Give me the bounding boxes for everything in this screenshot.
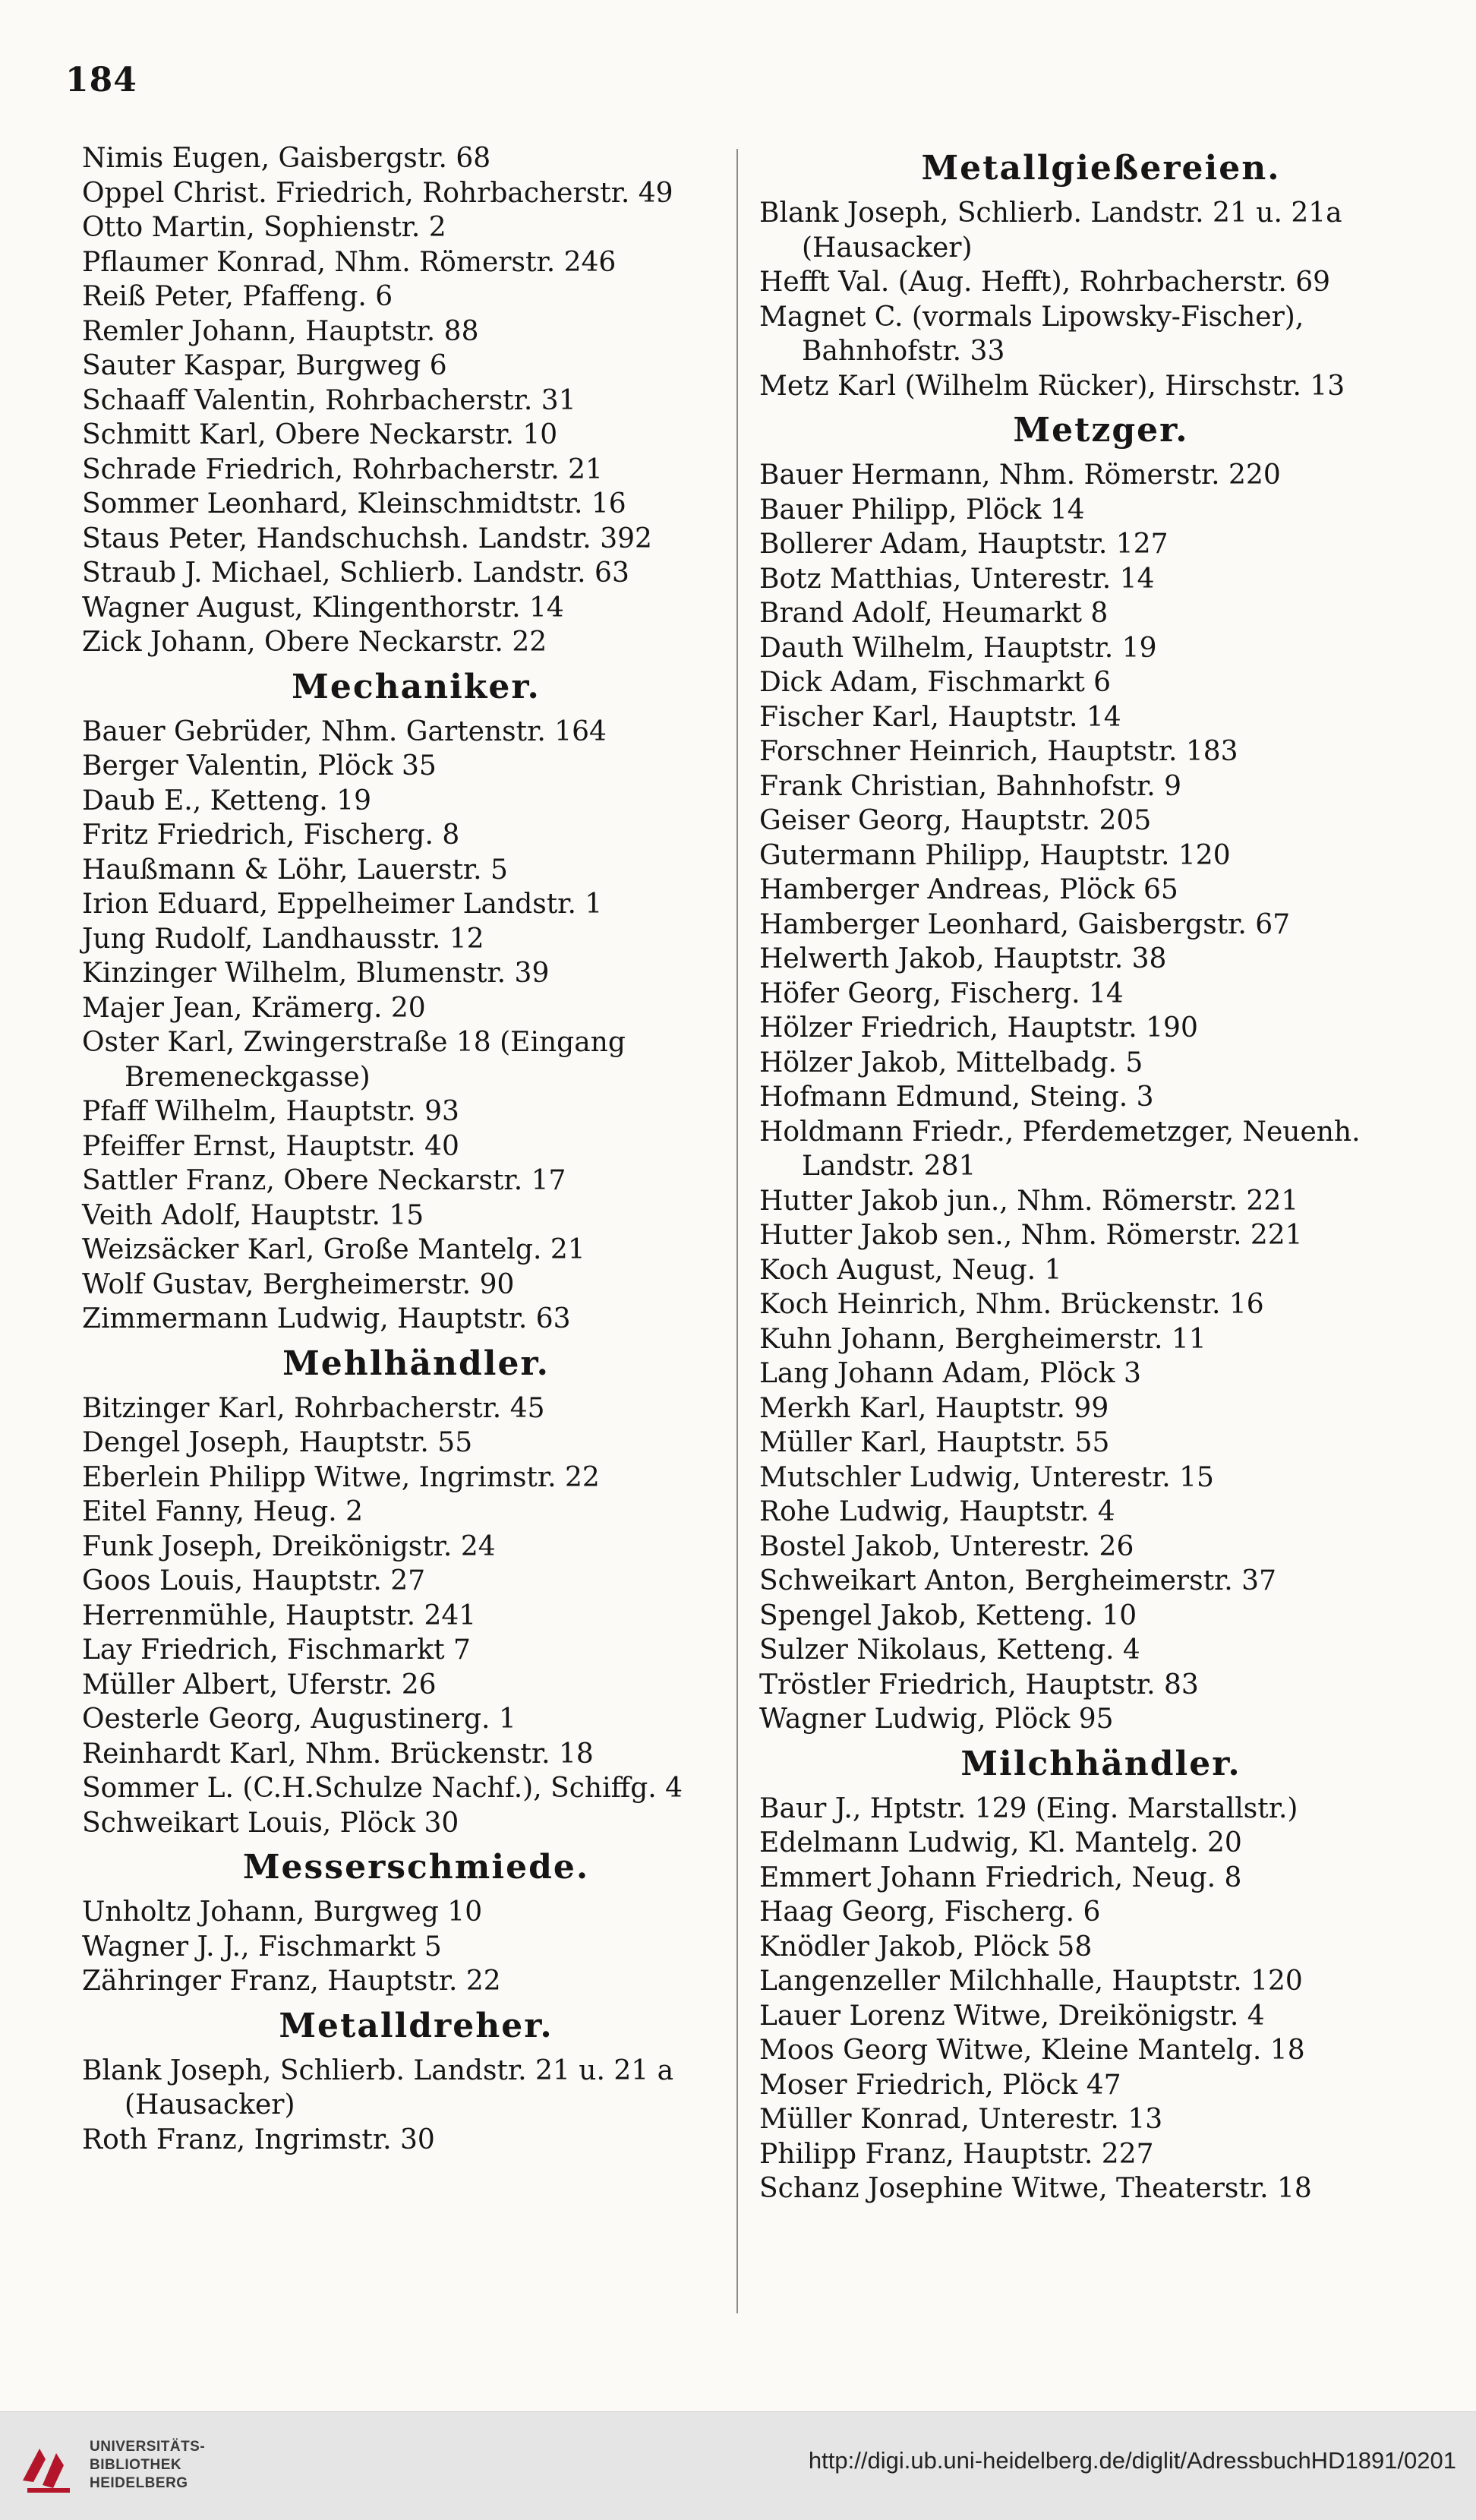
list-entry: Bauer Gebrüder, Nhm. Gartenstr. 164 (82, 715, 607, 747)
list-entry: Botz Matthias, Unterestr. 14 (759, 563, 1155, 595)
section-metallgiessereien (759, 144, 1443, 403)
list-entry: Dick Adam, Fischmarkt 6 (759, 667, 1112, 698)
list-entry: Otto Martin, Sophienstr. 2 (82, 212, 446, 243)
list-entry: Hutter Jakob jun., Nhm. Römerstr. 221 (759, 1185, 1299, 1217)
list-entry: Roth Franz, Ingrimstr. 30 (82, 2124, 435, 2155)
list-entry: Wolf Gustav, Bergheimerstr. 90 (82, 1268, 515, 1300)
library-name-line: HEIDELBERG (90, 2475, 188, 2491)
section-heading: Metalldreher. (279, 2006, 554, 2045)
section-heading: Mehlhändler. (282, 1344, 550, 1383)
list-entry: Daub E., Ketteng. 19 (82, 785, 372, 816)
list-entry: Blank Joseph, Schlierb. Landstr. 21 u. 21 a (Hausacker) (82, 2054, 674, 2121)
list-entry: Dengel Joseph, Hauptstr. 55 (82, 1427, 473, 1458)
list-entry: Sommer L. (C.H.Schulze Nachf.), Schiffg. 4 (82, 1773, 683, 1804)
list-entry: Funk Joseph, Dreikönigstr. 24 (82, 1530, 496, 1562)
list-entry: Zähringer Franz, Hauptstr. 22 (82, 1966, 501, 1997)
university-library-logo-icon (17, 2435, 80, 2499)
section-mehlhaendler (82, 1340, 750, 1841)
list-entry: Weizsäcker Karl, Große Mantelg. 21 (82, 1234, 585, 1265)
list-entry: Eitel Fanny, Heug. 2 (82, 1496, 364, 1527)
list-entry: Bauer Philipp, Plöck 14 (759, 494, 1085, 526)
list-entry: Hölzer Jakob, Mittelbadg. 5 (759, 1047, 1143, 1078)
list-entry: Remler Johann, Hauptstr. 88 (82, 315, 479, 347)
list-entry: Magnet C. (vormals Lipowsky-Fischer), Bahnhofstr. 33 (759, 301, 1304, 367)
list-entry: Wagner J. J., Fischmarkt 5 (82, 1931, 442, 1963)
list-entry: Schanz Josephine Witwe, Theaterstr. 18 (759, 2173, 1312, 2204)
section-metalldreher (82, 2002, 750, 2158)
list-entry: Koch Heinrich, Nhm. Brückenstr. 16 (759, 1289, 1264, 1320)
list-entry: Herrenmühle, Hauptstr. 241 (82, 1599, 477, 1631)
list-entry: Koch August, Neug. 1 (759, 1254, 1062, 1286)
section-metzger (759, 406, 1443, 1737)
list-entry: Pflaumer Konrad, Nhm. Römerstr. 246 (82, 246, 617, 278)
list-entry: Unholtz Johann, Burgweg 10 (82, 1896, 483, 1928)
list-entry: Eberlein Philipp Witwe, Ingrimstr. 22 (82, 1461, 600, 1493)
list-entry: Berger Valentin, Plöck 35 (82, 750, 437, 782)
library-name (90, 2438, 205, 2493)
list-entry: Lang Johann Adam, Plöck 3 (759, 1358, 1141, 1389)
list-entry: Schaaff Valentin, Rohrbacherstr. 31 (82, 384, 576, 416)
library-footer (0, 2411, 1476, 2520)
list-entry: Geiser Georg, Hauptstr. 205 (759, 805, 1152, 836)
list-entry: Fischer Karl, Hauptstr. 14 (759, 701, 1121, 733)
list-entry: Wagner August, Klingenthorstr. 14 (82, 592, 564, 624)
list-entry: Müller Karl, Hauptstr. 55 (759, 1427, 1110, 1458)
list-entry: Edelmann Ludwig, Kl. Mantelg. 20 (759, 1827, 1242, 1858)
top-entry-list (82, 141, 750, 660)
list-entry: Gutermann Philipp, Hauptstr. 120 (759, 839, 1231, 871)
list-entry: Bauer Hermann, Nhm. Römerstr. 220 (759, 459, 1281, 491)
list-entry: Majer Jean, Krämerg. 20 (82, 992, 426, 1024)
list-entry: Mutschler Ludwig, Unterestr. 15 (759, 1461, 1214, 1493)
list-entry: Oster Karl, Zwingerstraße 18 (Eingang Bremeneckgasse) (82, 1027, 626, 1093)
list-entry: Langenzeller Milchhalle, Hauptstr. 120 (759, 1966, 1303, 1997)
list-entry: Sauter Kaspar, Burgweg 6 (82, 350, 447, 381)
list-entry: Hamberger Leonhard, Gaisbergstr. 67 (759, 908, 1291, 940)
list-entry: Haag Georg, Fischerg. 6 (759, 1896, 1101, 1928)
section-heading: Metzger. (1013, 411, 1189, 450)
list-entry: Spengel Jakob, Ketteng. 10 (759, 1599, 1137, 1631)
list-entry: Höfer Georg, Fischerg. 14 (759, 977, 1124, 1009)
list-entry: Brand Adolf, Heumarkt 8 (759, 598, 1109, 629)
list-entry: Straub J. Michael, Schlierb. Landstr. 63 (82, 557, 629, 589)
list-entry: Pfaff Wilhelm, Hauptstr. 93 (82, 1096, 459, 1127)
list-entry: Kuhn Johann, Bergheimerstr. 11 (759, 1323, 1206, 1355)
list-entry: Forschner Heinrich, Hauptstr. 183 (759, 736, 1238, 767)
left-column (82, 141, 750, 2157)
library-name-line: BIBLIOTHEK (90, 2457, 182, 2473)
list-entry: Sattler Franz, Obere Neckarstr. 17 (82, 1165, 566, 1196)
list-entry: Lauer Lorenz Witwe, Dreikönigstr. 4 (759, 2000, 1265, 2032)
list-entry: Zick Johann, Obere Neckarstr. 22 (82, 627, 547, 658)
section-heading: Milchhändler. (960, 1744, 1241, 1783)
list-entry: Rohe Ludwig, Hauptstr. 4 (759, 1496, 1115, 1527)
list-entry: Veith Adolf, Hauptstr. 15 (82, 1199, 424, 1231)
list-entry: Staus Peter, Handschuchsh. Landstr. 392 (82, 523, 652, 554)
list-entry: Bollerer Adam, Hauptstr. 127 (759, 529, 1168, 560)
list-entry: Baur J., Hptstr. 129 (Eing. Marstallstr.) (759, 1792, 1298, 1824)
list-entry: Bostel Jakob, Unterestr. 26 (759, 1530, 1134, 1562)
list-entry: Holdmann Friedr., Pferdemetzger, Neuenh. Landstr. 281 (759, 1116, 1361, 1182)
section-heading: Metallgießereien. (921, 149, 1281, 188)
list-entry: Schweikart Anton, Bergheimerstr. 37 (759, 1565, 1276, 1596)
section-heading: Messerschmiede. (242, 1848, 590, 1887)
list-entry: Reiß Peter, Pfaffeng. 6 (82, 281, 393, 312)
right-column (759, 141, 1443, 2206)
list-entry: Moos Georg Witwe, Kleine Mantelg. 18 (759, 2035, 1305, 2066)
list-entry: Zimmermann Ludwig, Hauptstr. 63 (82, 1303, 571, 1334)
list-entry: Moser Friedrich, Plöck 47 (759, 2069, 1121, 2101)
column-divider (736, 149, 738, 2313)
list-entry: Sommer Leonhard, Kleinschmidtstr. 16 (82, 488, 626, 519)
list-entry: Metz Karl (Wilhelm Rücker), Hirschstr. 13 (759, 370, 1345, 402)
list-entry: Schmitt Karl, Obere Neckarstr. 10 (82, 419, 558, 450)
list-entry: Philipp Franz, Hauptstr. 227 (759, 2138, 1154, 2170)
list-entry: Müller Konrad, Unterestr. 13 (759, 2104, 1163, 2135)
list-entry: Bitzinger Karl, Rohrbacherstr. 45 (82, 1392, 545, 1424)
list-entry: Lay Friedrich, Fischmarkt 7 (82, 1634, 471, 1666)
list-entry: Irion Eduard, Eppelheimer Landstr. 1 (82, 889, 603, 920)
library-name-line: UNIVERSITÄTS- (90, 2439, 206, 2455)
source-url-link[interactable]: http://digi.ub.uni-heidelberg.de/diglit/AdressbuchHD1891/0201 (808, 2447, 1456, 2474)
list-entry: Emmert Johann Friedrich, Neug. 8 (759, 1862, 1242, 1893)
list-entry: Wagner Ludwig, Plöck 95 (759, 1704, 1114, 1735)
list-entry: Hefft Val. (Aug. Hefft), Rohrbacherstr. 69 (759, 267, 1331, 298)
list-entry: Oesterle Georg, Augustinerg. 1 (82, 1704, 516, 1735)
section-messerschmiede (82, 1843, 750, 1999)
list-entry: Schrade Friedrich, Rohrbacherstr. 21 (82, 453, 603, 485)
page-number: 184 (65, 61, 137, 99)
list-entry: Fritz Friedrich, Fischerg. 8 (82, 819, 460, 851)
list-entry: Helwerth Jakob, Hauptstr. 38 (759, 943, 1167, 974)
list-entry: Nimis Eugen, Gaisbergstr. 68 (82, 143, 491, 174)
section-milchhaendler (759, 1740, 1443, 2206)
list-entry: Merkh Karl, Hauptstr. 99 (759, 1392, 1109, 1424)
list-entry: Sulzer Nikolaus, Ketteng. 4 (759, 1634, 1140, 1666)
section-heading: Mechaniker. (292, 667, 541, 706)
list-entry: Frank Christian, Bahnhofstr. 9 (759, 770, 1181, 802)
list-entry: Reinhardt Karl, Nhm. Brückenstr. 18 (82, 1738, 594, 1770)
list-entry: Hölzer Friedrich, Hauptstr. 190 (759, 1012, 1198, 1044)
list-entry: Pfeiffer Ernst, Hauptstr. 40 (82, 1130, 459, 1162)
list-entry: Müller Albert, Uferstr. 26 (82, 1669, 437, 1701)
section-mechaniker (82, 663, 750, 1337)
list-entry: Schweikart Louis, Plöck 30 (82, 1807, 459, 1839)
list-entry: Hamberger Andreas, Plöck 65 (759, 874, 1178, 905)
list-entry: Knödler Jakob, Plöck 58 (759, 1931, 1093, 1963)
list-entry: Blank Joseph, Schlierb. Landstr. 21 u. 21a (Hausacker) (759, 197, 1342, 264)
list-entry: Dauth Wilhelm, Hauptstr. 19 (759, 632, 1157, 664)
list-entry: Hutter Jakob sen., Nhm. Römerstr. 221 (759, 1220, 1303, 1251)
list-entry: Haußmann & Löhr, Lauerstr. 5 (82, 854, 508, 886)
list-entry: Tröstler Friedrich, Hauptstr. 83 (759, 1669, 1199, 1701)
list-entry: Kinzinger Wilhelm, Blumenstr. 39 (82, 958, 550, 989)
list-entry: Hofmann Edmund, Steing. 3 (759, 1082, 1154, 1113)
list-entry: Oppel Christ. Friedrich, Rohrbacherstr. 49 (82, 177, 673, 209)
list-entry: Goos Louis, Hauptstr. 27 (82, 1565, 426, 1596)
list-entry: Jung Rudolf, Landhausstr. 12 (82, 923, 484, 955)
